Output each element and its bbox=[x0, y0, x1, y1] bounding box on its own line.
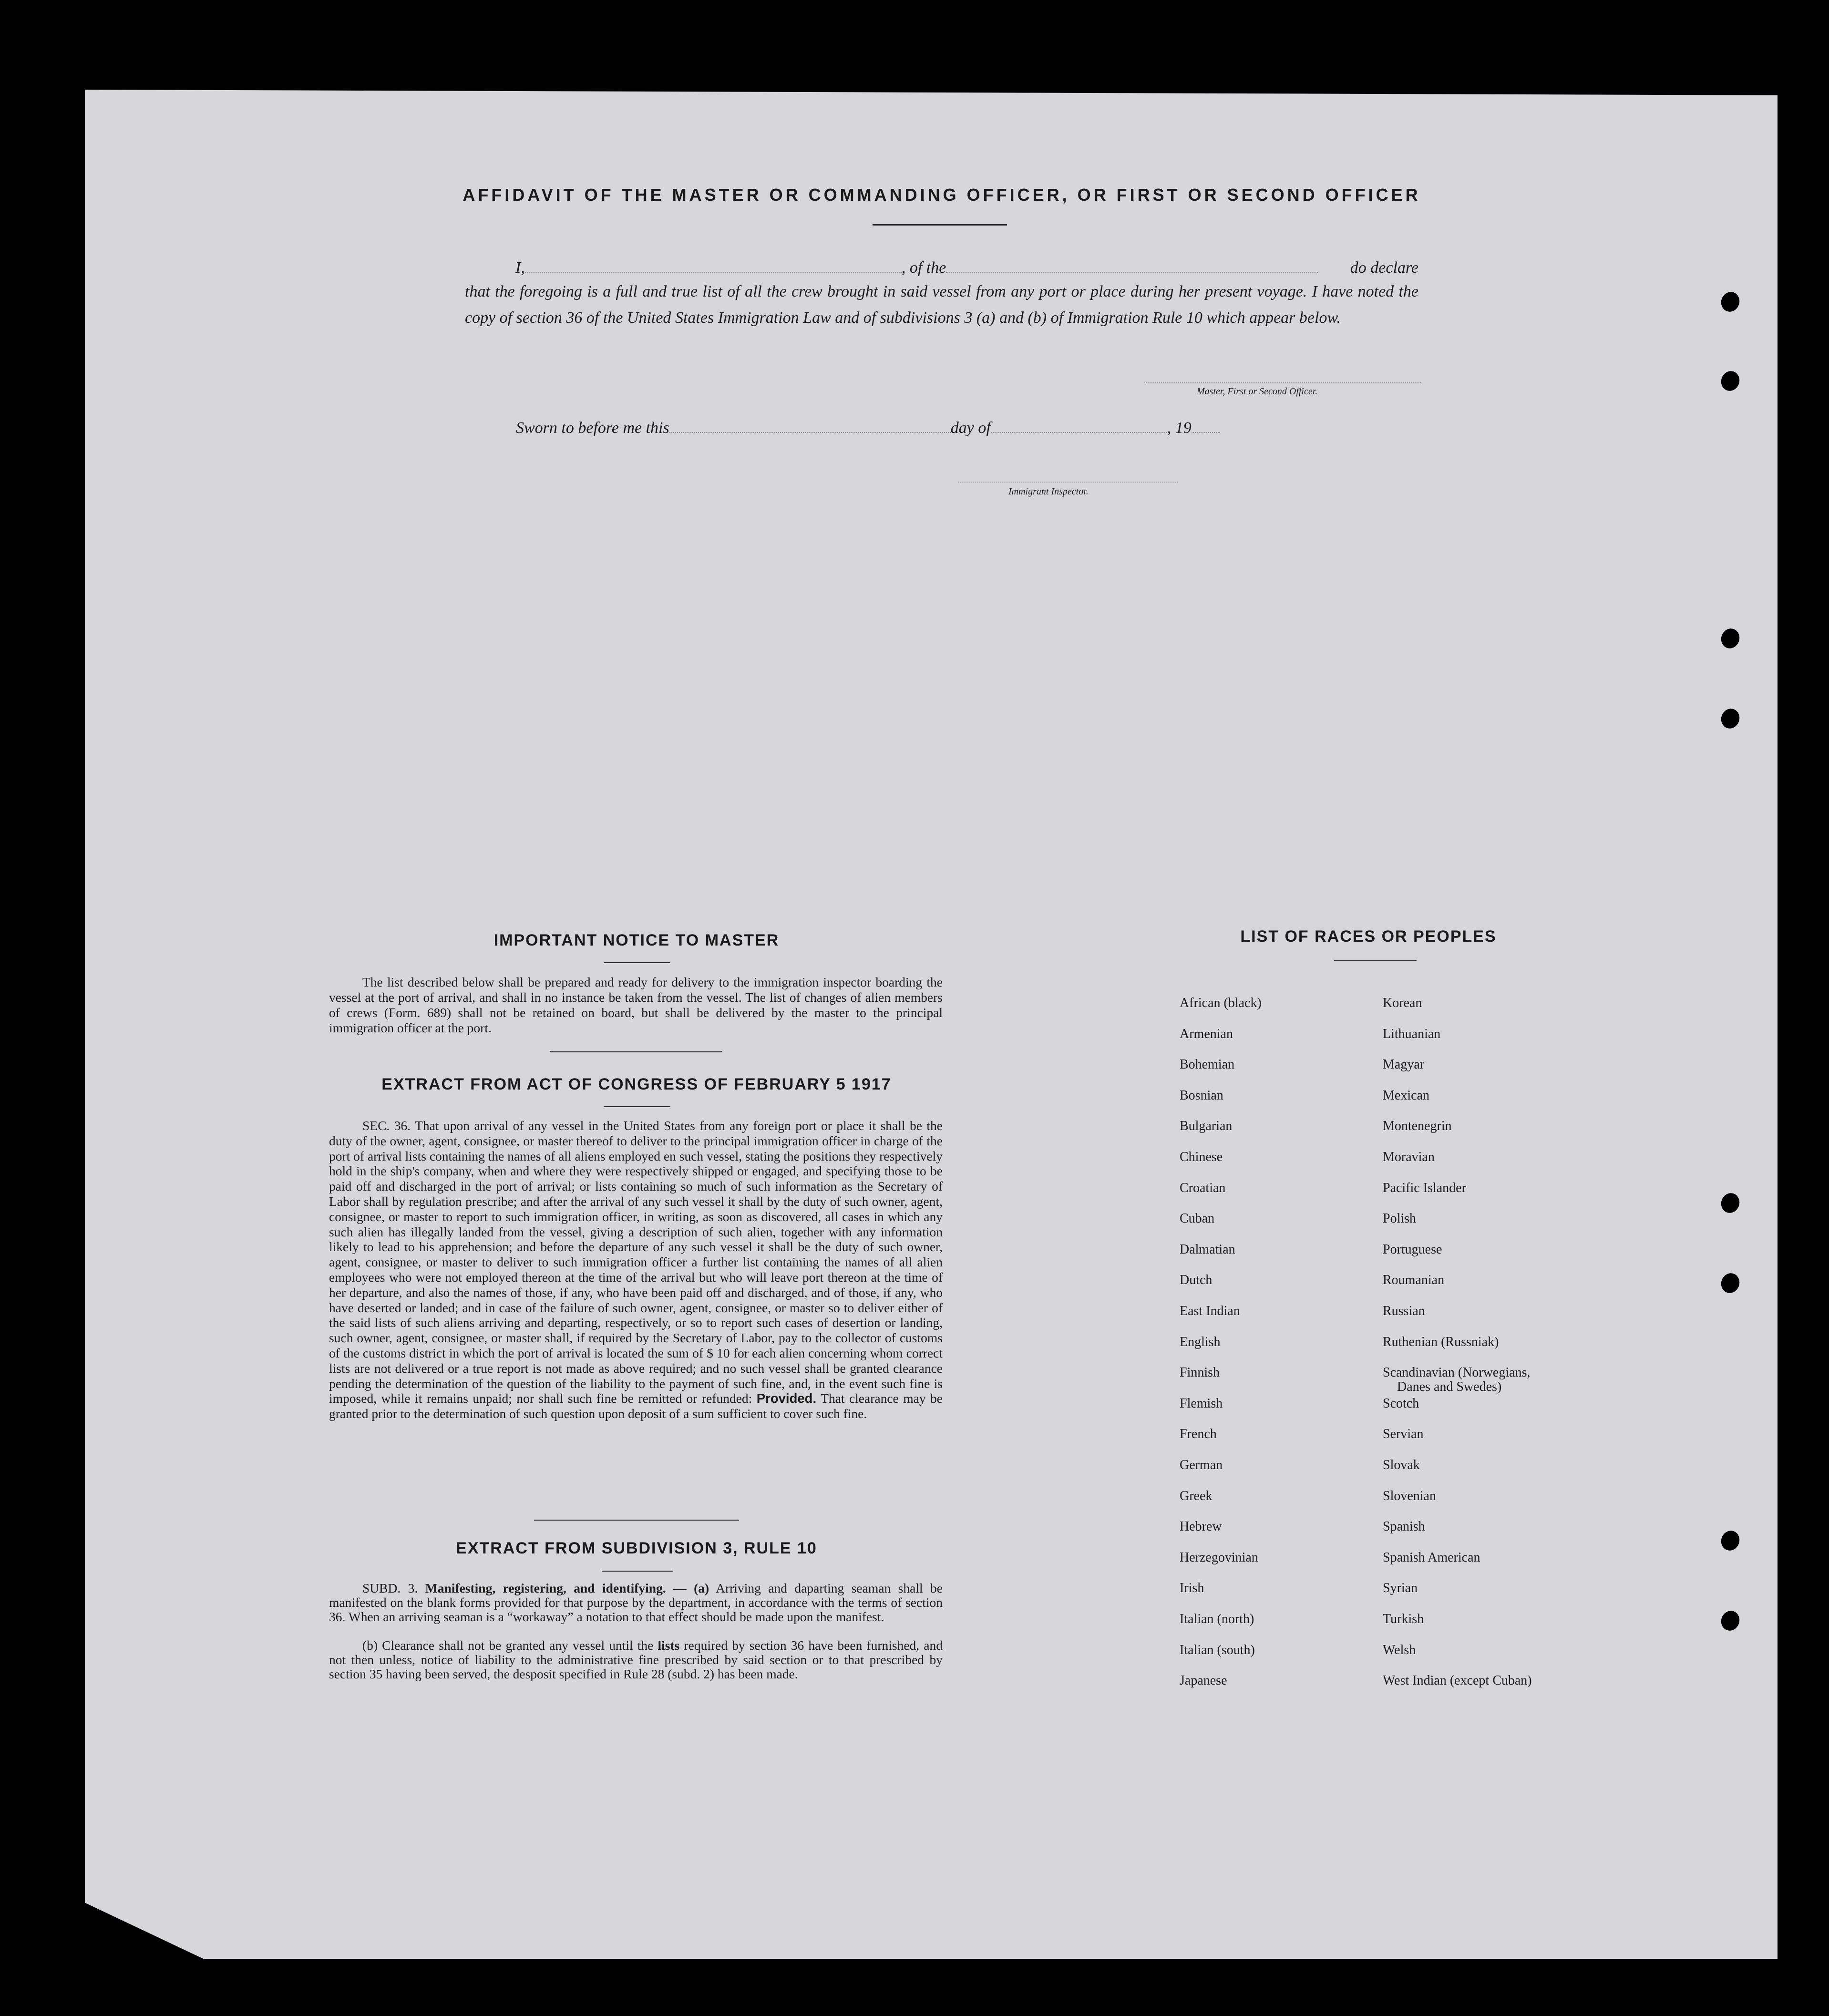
subd-b-lists: lists bbox=[658, 1638, 680, 1653]
divider bbox=[1334, 960, 1417, 961]
sworn-month-blank[interactable] bbox=[991, 432, 1167, 433]
vessel-blank[interactable] bbox=[946, 272, 1318, 273]
subd-heading: Manifesting, registering, and identifying. bbox=[425, 1581, 666, 1595]
sworn-line bbox=[516, 415, 1326, 441]
race-item: Cuban bbox=[1180, 1211, 1215, 1226]
subd-a-text: Arriving and daparting seaman shall be manifested on the blank forms provided for that purpose by the department, in accordance with the terms of section 36. When an arriving seaman is a “workaway” a notation to that effect should be made upon the manifest. bbox=[329, 1581, 943, 1624]
subd-b-start: (b) Clearance shall not be granted any vessel until the bbox=[362, 1638, 654, 1653]
sworn-year-blank[interactable] bbox=[1192, 432, 1220, 433]
race-item: Portuguese bbox=[1383, 1242, 1442, 1257]
act-paragraph-end: That clearance may be granted prior to the determination of such question upon deposit of a sum sufficient to cover such fine. bbox=[329, 1391, 943, 1421]
inspector-signature-label: Immigrant Inspector. bbox=[1008, 486, 1089, 497]
race-item: Polish bbox=[1383, 1211, 1417, 1226]
race-item: Spanish bbox=[1383, 1519, 1425, 1534]
race-item: Greek bbox=[1180, 1488, 1212, 1503]
race-item: Turkish bbox=[1383, 1612, 1424, 1626]
race-item: Croatian bbox=[1180, 1180, 1226, 1195]
race-item: Japanese bbox=[1180, 1673, 1227, 1688]
act-provided: Provided. bbox=[756, 1391, 817, 1406]
race-item: Scandinavian (Norwegians, bbox=[1383, 1365, 1531, 1380]
day-of-text: day of bbox=[950, 419, 991, 437]
race-item: Magyar bbox=[1383, 1057, 1425, 1072]
affidavit-declare: do declare bbox=[1350, 259, 1418, 277]
affidavit-line1 bbox=[465, 255, 1418, 281]
race-item: Chinese bbox=[1180, 1150, 1223, 1164]
race-item: Bohemian bbox=[1180, 1057, 1235, 1072]
race-item: German bbox=[1180, 1458, 1223, 1472]
race-item: Finnish bbox=[1180, 1365, 1220, 1380]
race-item: Bosnian bbox=[1180, 1088, 1223, 1103]
year-text: , 19 bbox=[1167, 419, 1192, 437]
race-item: Russian bbox=[1383, 1304, 1425, 1318]
race-item: Italian (south) bbox=[1180, 1642, 1255, 1657]
rule10-subd-b bbox=[329, 1638, 943, 1681]
master-signature-line[interactable] bbox=[1144, 382, 1421, 383]
divider bbox=[873, 224, 1007, 226]
race-item: Mexican bbox=[1383, 1088, 1429, 1103]
inspector-signature-line[interactable] bbox=[958, 482, 1178, 483]
divider bbox=[550, 1051, 722, 1052]
race-item: Irish bbox=[1180, 1581, 1204, 1596]
race-item: Hebrew bbox=[1180, 1519, 1222, 1534]
race-item: Scotch bbox=[1383, 1396, 1419, 1411]
race-item: Korean bbox=[1383, 996, 1422, 1010]
notice-title: IMPORTANT NOTICE TO MASTER bbox=[493, 931, 780, 949]
divider bbox=[534, 1520, 739, 1521]
race-item: Slovak bbox=[1383, 1458, 1420, 1472]
race-item: French bbox=[1180, 1427, 1217, 1442]
rule10-subd-a bbox=[329, 1581, 943, 1624]
notice-paragraph: The list described below shall be prepared and ready for delivery to the immigration inspector boarding the vessel at the port of arrival, and shall in no instance be taken from the vessel. The list of changes of alien members of crews (Form. 689) shall not be retained on board, but shall be delivered by the master to the principal immigration officer at the port. bbox=[329, 975, 943, 1035]
race-item: Montenegrin bbox=[1383, 1119, 1452, 1134]
race-item: West Indian (except Cuban) bbox=[1383, 1673, 1532, 1688]
act-paragraph: SEC. 36. That upon arrival of any vessel in the United States from any foreign port or place it shall be the duty of the owner, agent, consignee, or master thereof to deliver to the principal immigration officer in charge of the port of arrival lists containing the names of all aliens employed en such vessel, stating the positions they respectively hold in the ship's company, when and where they were respectively shipped or engaged, and specifying those to be paid off and discharged in the port of arrival; or lists containing so much of such information as the Secretary of Labor shall by regulation prescribe; and after the arrival of any such vessel it shall by the duty of such owner, agent, consignee, or master to report to such immigration officer, in writing, as soon as discovered, all cases in which any such alien has illegally landed from the vessel, giving a description of such alien, together with any information likely to lead to his apprehension; and before the departure of any such vessel it shall be the duty of such owner, agent, consignee, or master to deliver to such immigration officer a further list containing the names of all alien employees who were not employed thereon at the time of the arrival but who will leave port thereon at the time of her departure, and also the names of those, if any, who have been paid off and discharged, and of those, if any, who have deserted or landed; and in case of the failure of such owner, agent, consignee, or master so to deliver either of the said lists of such aliens arriving and departing, respectively, or so to report such cases of desertion or landing, such owner, agent, consignee, or master shall, if required by the Secretary of Labor, pay to the collector of customs of the customs district in which the port of arrival is located the sum of $ 10 for each alien concerning whom correct lists are not delivered or a true report is not made as above required; and no such vessel shall be granted clearance pending the determination of the question of the liability to the payment of such fine, and, in the event such fine is imposed, while it remains unpaid; nor shall such fine be remitted or refunded: bbox=[329, 1118, 943, 1406]
subd-a-mark: — (a) bbox=[673, 1581, 709, 1595]
divider bbox=[604, 962, 670, 963]
race-item: Bulgarian bbox=[1180, 1119, 1233, 1134]
race-item: Flemish bbox=[1180, 1396, 1223, 1411]
divider bbox=[604, 1106, 670, 1107]
race-item: Dutch bbox=[1180, 1273, 1212, 1288]
divider bbox=[602, 1571, 673, 1572]
races-title: LIST OF RACES OR PEOPLES bbox=[1240, 927, 1497, 946]
affidavit-title: AFFIDAVIT OF THE MASTER OR COMMANDING OFFICER, OR FIRST OR SECOND OFFICER bbox=[462, 185, 1421, 205]
subd-prefix: SUBD. 3. bbox=[362, 1581, 418, 1595]
affidavit-i: I, bbox=[515, 259, 525, 277]
race-item: Pacific Islander bbox=[1383, 1180, 1466, 1195]
race-item: Danes and Swedes) bbox=[1397, 1379, 1502, 1395]
race-item: Spanish American bbox=[1383, 1550, 1480, 1565]
affidavit-body: that the foregoing is a full and true list of all the crew brought in said vessel from any port or place during her present voyage. I have noted the copy of section 36 of the United States Immigration Law and of subdivisions 3 (a) and (b) of Immigration Rule 10 which appear below. bbox=[465, 283, 1418, 327]
race-item: Slovenian bbox=[1383, 1488, 1436, 1503]
race-item: Ruthenian (Russniak) bbox=[1383, 1334, 1499, 1349]
race-item: African (black) bbox=[1180, 996, 1262, 1010]
act-title: EXTRACT FROM ACT OF CONGRESS OF FEBRUARY 5 1917 bbox=[381, 1075, 892, 1093]
race-item: Syrian bbox=[1383, 1581, 1418, 1596]
race-item: Moravian bbox=[1383, 1150, 1435, 1164]
notice-text bbox=[329, 975, 943, 1036]
race-item: Roumanian bbox=[1383, 1273, 1445, 1288]
race-item: Italian (north) bbox=[1180, 1612, 1254, 1626]
rule10-title: EXTRACT FROM SUBDIVISION 3, RULE 10 bbox=[456, 1539, 817, 1557]
race-item: Servian bbox=[1383, 1427, 1424, 1442]
race-item: Armenian bbox=[1180, 1026, 1233, 1041]
affidavit-of-the: , of the bbox=[901, 259, 946, 277]
race-item: East Indian bbox=[1180, 1304, 1240, 1318]
subd-b-text: required by section 36 have been furnished, and not then unless, notice of liability to the administrative fine prescribed by said section or to that prescribed by section 35 having been served, the desposit specified in Rule 28 (subd. 2) has been made. bbox=[329, 1638, 943, 1681]
race-item: Welsh bbox=[1383, 1642, 1416, 1657]
race-item: Dalmatian bbox=[1180, 1242, 1235, 1257]
act-text bbox=[329, 1118, 943, 1421]
sworn-day-blank[interactable] bbox=[669, 432, 951, 433]
race-item: English bbox=[1180, 1334, 1221, 1349]
name-blank[interactable] bbox=[525, 272, 902, 273]
race-item: Herzegovinian bbox=[1180, 1550, 1258, 1565]
race-item: Lithuanian bbox=[1383, 1026, 1441, 1041]
master-signature-label: Master, First or Second Officer. bbox=[1197, 386, 1318, 397]
sworn-text: Sworn to before me this bbox=[516, 419, 669, 437]
